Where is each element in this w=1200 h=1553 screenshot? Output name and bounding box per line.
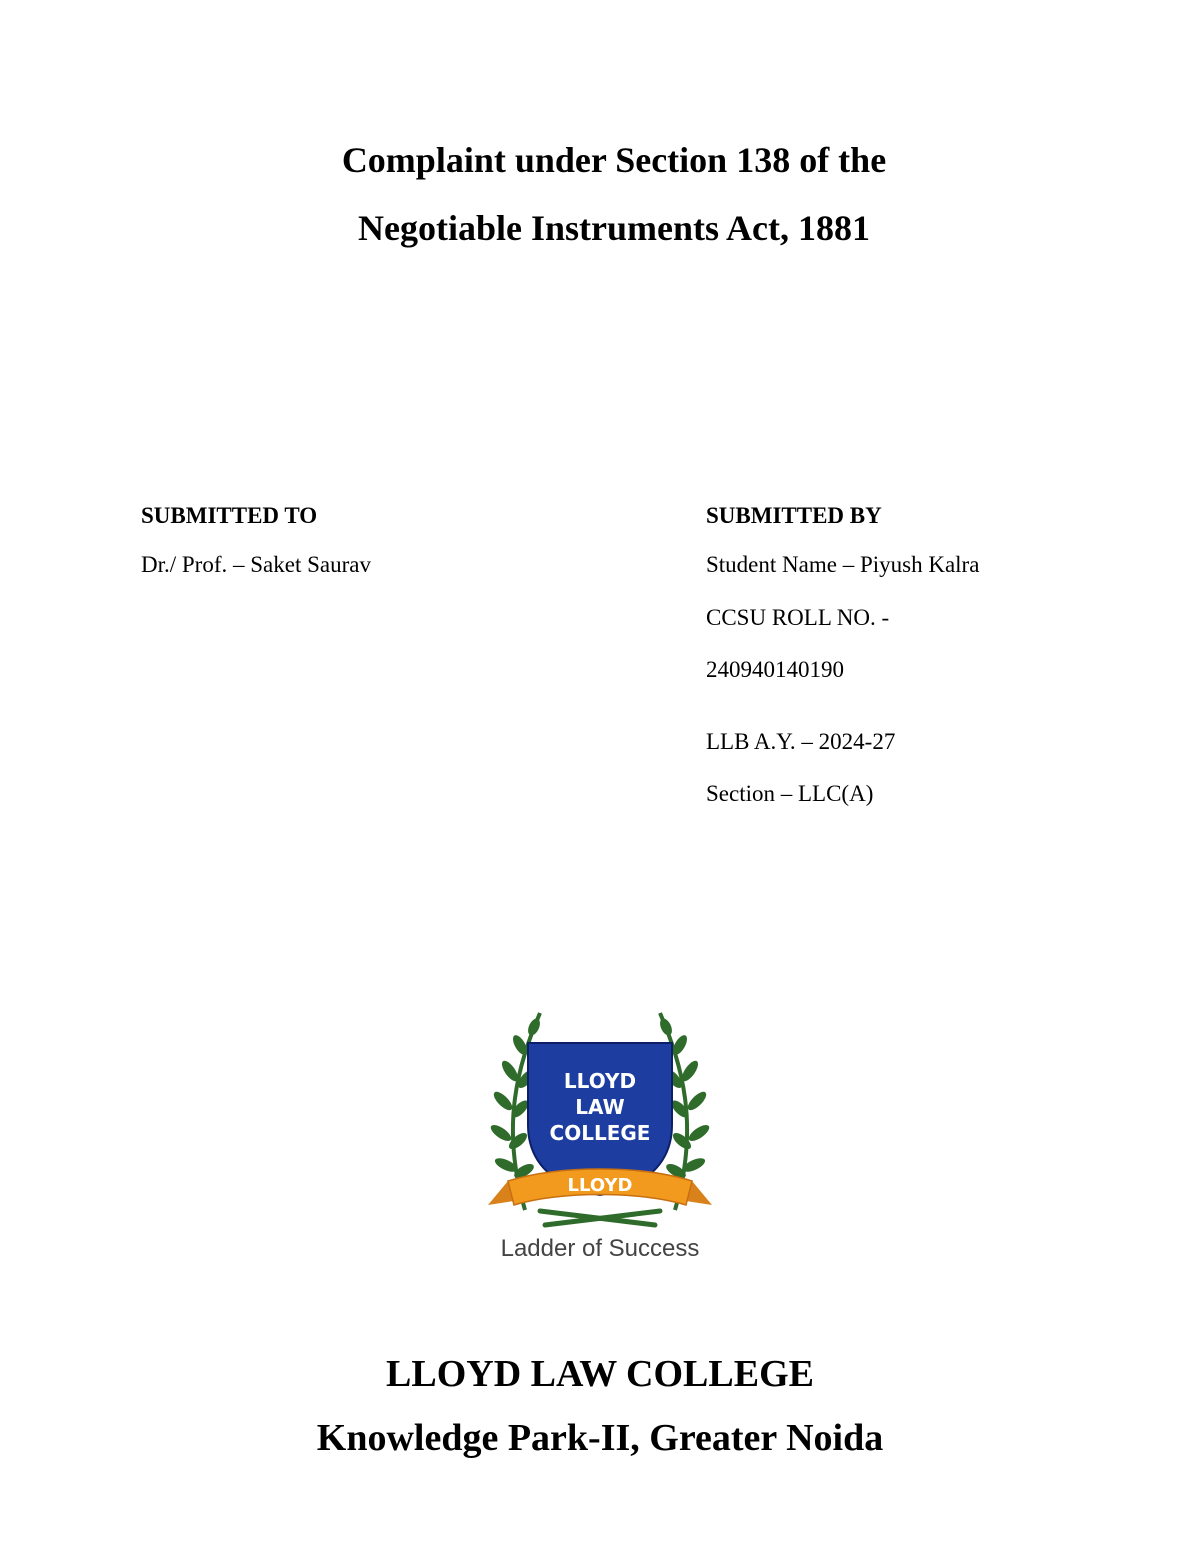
- logo-tagline: Ladder of Success: [500, 1235, 700, 1262]
- college-address: Knowledge Park-II, Greater Noida: [316, 1417, 884, 1459]
- roll-number: 240940140190: [706, 657, 844, 682]
- section: Section – LLC(A): [706, 781, 874, 806]
- submitted-to-name: Dr./ Prof. – Saket Saurav: [141, 552, 371, 577]
- shield-text-line-3: COLLEGE: [549, 1121, 651, 1145]
- academic-year: LLB A.Y. – 2024-27: [706, 729, 896, 754]
- ribbon-text: LLOYD: [567, 1175, 633, 1196]
- crossed-stems-icon: [540, 1211, 660, 1225]
- shield-text-line-2: LAW: [575, 1095, 625, 1119]
- document-title-line-2: Negotiable Instruments Act, 1881: [358, 208, 870, 248]
- submitted-by-heading: SUBMITTED BY: [706, 503, 882, 528]
- shield-text-line-1: LLOYD: [563, 1069, 637, 1093]
- student-name: Student Name – Piyush Kalra: [706, 552, 980, 577]
- submitted-to-heading: SUBMITTED TO: [141, 503, 318, 528]
- roll-number-label: CCSU ROLL NO. -: [706, 605, 890, 630]
- college-name: LLOYD LAW COLLEGE: [386, 1353, 814, 1395]
- document-title-line-1: Complaint under Section 138 of the: [341, 140, 887, 180]
